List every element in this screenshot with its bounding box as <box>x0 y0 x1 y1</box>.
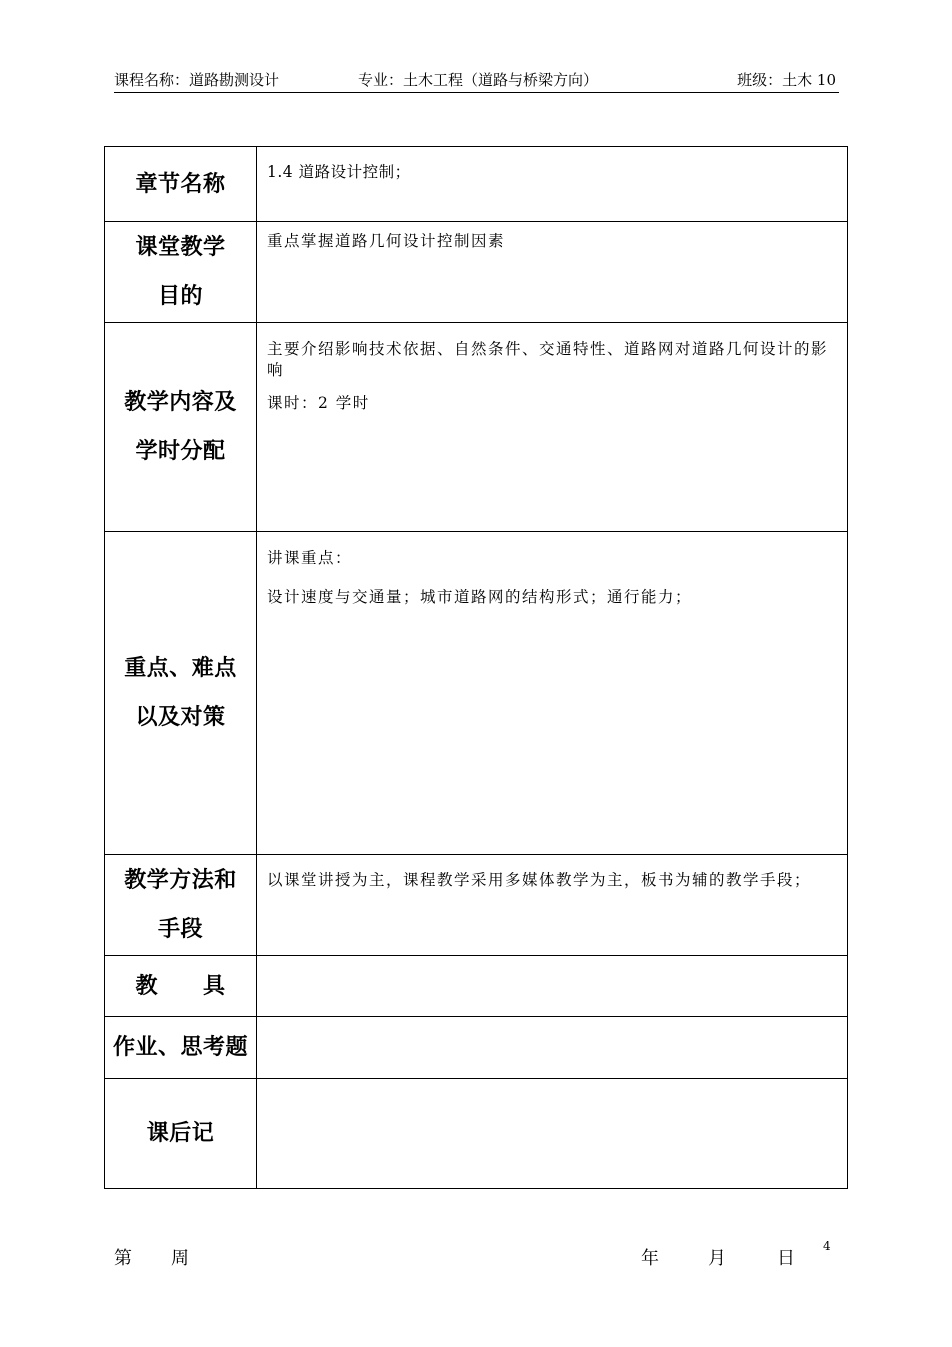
course-name: 课程名称：道路勘测设计 <box>114 71 280 89</box>
footer-week-suffix: 周 <box>171 1248 189 1269</box>
key-points-text: 设计速度与交通量；城市道路网的结构形式；通行能力； <box>267 588 693 606</box>
teaching-method-label: 教学方法和 手段 <box>124 868 237 942</box>
table-row <box>105 1079 848 1189</box>
content-description: 主要介绍影响技术依据、自然条件、交通特性、道路网对道路几何设计的影响 <box>267 340 829 379</box>
page-footer <box>114 1239 839 1269</box>
table-row <box>105 855 848 956</box>
teaching-aids-label: 教 具 <box>135 973 226 999</box>
row-content <box>257 855 848 956</box>
row-content <box>257 1079 848 1189</box>
footer-week-prefix: 第 <box>114 1248 132 1269</box>
chapter-name-label: 章节名称 <box>135 171 226 197</box>
teaching-goal-label: 课堂教学 目的 <box>135 235 226 309</box>
table-row <box>105 956 848 1017</box>
row-label <box>105 1017 257 1079</box>
key-points-heading: 讲课重点： <box>267 549 353 567</box>
row-content <box>257 147 848 222</box>
footer-year: 年 <box>641 1248 659 1269</box>
table-row <box>105 1017 848 1079</box>
row-content <box>257 323 848 532</box>
lesson-plan-table <box>104 146 848 1189</box>
row-label <box>105 855 257 956</box>
row-label <box>105 323 257 532</box>
table-row <box>105 147 848 222</box>
key-points-label: 重点、难点 以及对策 <box>124 656 237 730</box>
footer-month: 月 <box>708 1248 726 1269</box>
row-content <box>257 1017 848 1079</box>
teaching-goal-text: 重点掌握道路几何设计控制因素 <box>267 232 506 250</box>
table-row <box>105 323 848 532</box>
row-label <box>105 222 257 323</box>
page-number: 4 <box>823 1239 831 1253</box>
row-label <box>105 147 257 222</box>
table-row <box>105 222 848 323</box>
content-hours-label: 教学内容及 学时分配 <box>124 390 237 464</box>
homework-label: 作业、思考题 <box>112 1035 248 1060</box>
page-header <box>114 68 839 93</box>
class-hours: 课时：2 学时 <box>267 394 370 412</box>
major: 专业：土木工程（道路与桥梁方向） <box>358 71 599 89</box>
after-class-notes-label: 课后记 <box>146 1121 215 1146</box>
row-label <box>105 532 257 855</box>
footer-day: 日 <box>777 1248 795 1269</box>
row-content <box>257 532 848 855</box>
row-content <box>257 956 848 1017</box>
teaching-method-text: 以课堂讲授为主，课程教学采用多媒体教学为主，板书为辅的教学手段； <box>267 871 812 889</box>
class-name: 班级：土木 10 <box>737 71 836 89</box>
row-label <box>105 956 257 1017</box>
table-row <box>105 532 848 855</box>
chapter-name-text: 1.4 道路设计控制； <box>267 163 411 181</box>
row-label <box>105 1079 257 1189</box>
row-content <box>257 222 848 323</box>
